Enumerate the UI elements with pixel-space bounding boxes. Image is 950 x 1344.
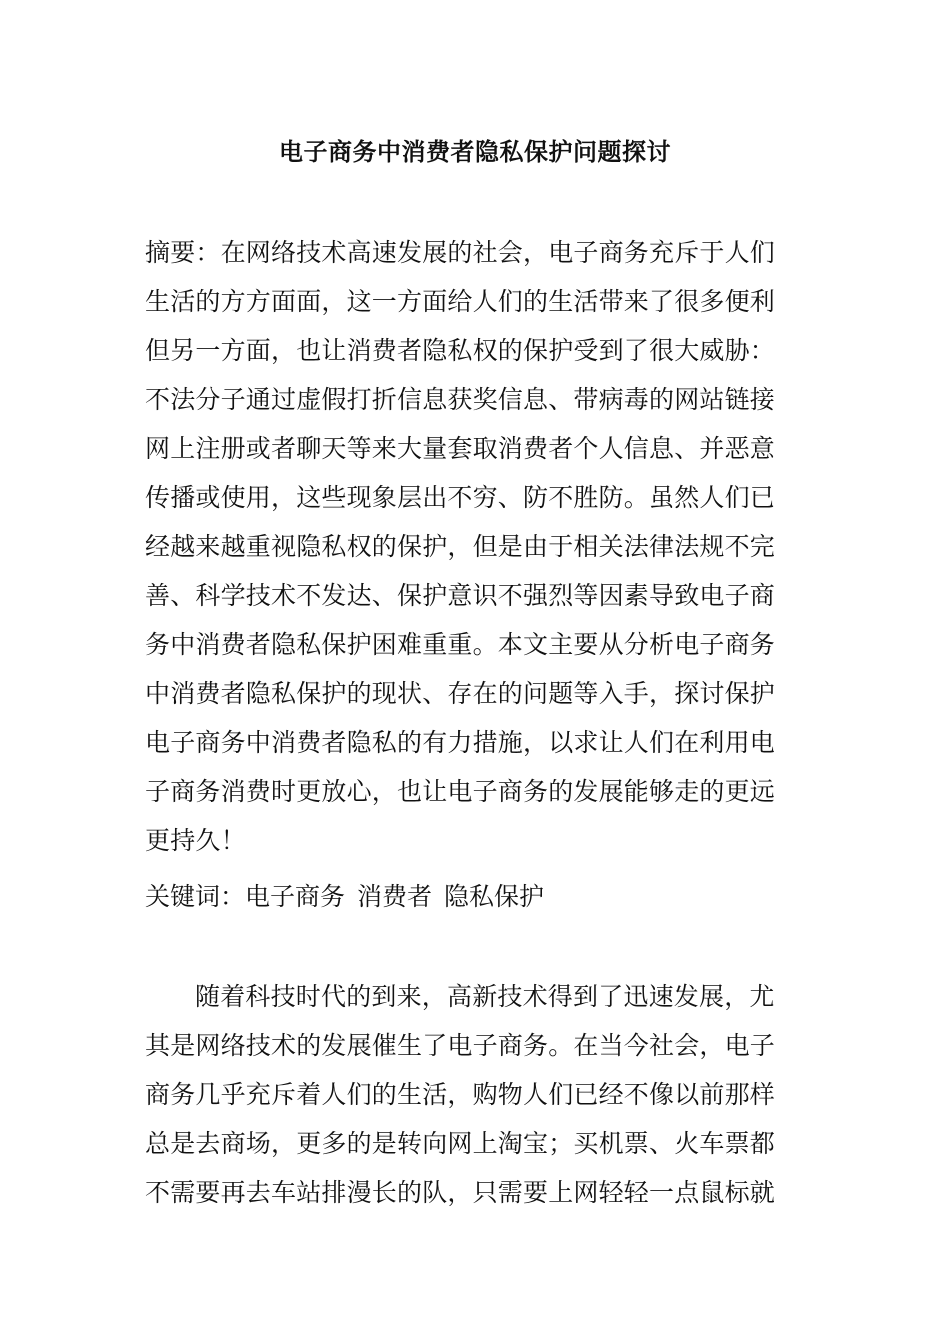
abstract-paragraph [145, 228, 810, 865]
keyword: 消费者 [357, 882, 433, 911]
abstract-line: 经越来越重视隐私权的保护，但是由于相关法律法规不完 [145, 532, 776, 561]
abstract-line: 更持久！ [145, 826, 246, 855]
intro-line: 其是网络技术的发展催生了电子商务。在当今社会，电子 [145, 1031, 776, 1060]
abstract-line: 传播或使用，这些现象层出不穷、防不胜防。虽然人们已 [145, 483, 776, 512]
abstract-line: 子商务消费时更放心，也让电子商务的发展能够走的更远 [145, 777, 776, 806]
intro-line: 总是去商场，更多的是转向网上淘宝；买机票、火车票都 [145, 1129, 776, 1158]
abstract-line: 生活的方方面面，这一方面给人们的生活带来了很多便利 [145, 287, 776, 316]
keywords-line [145, 872, 556, 921]
keywords-label: 关键词： [145, 882, 246, 911]
document-title: 电子商务中消费者隐私保护问题探讨 [279, 137, 671, 166]
abstract-line: 但另一方面，也让消费者隐私权的保护受到了很大威胁： [145, 336, 776, 365]
abstract-line: 网上注册或者聊天等来大量套取消费者个人信息、并恶意 [145, 434, 776, 463]
keyword: 电子商务 [245, 882, 346, 911]
abstract-line: 中消费者隐私保护的现状、存在的问题等入手，探讨保护 [145, 679, 776, 708]
keyword: 隐私保护 [444, 882, 545, 911]
abstract-line: 善、科学技术不发达、保护意识不强烈等因素导致电子商 [145, 581, 776, 610]
abstract-line: 务中消费者隐私保护困难重重。本文主要从分析电子商务 [145, 630, 776, 659]
intro-line: 不需要再去车站排漫长的队，只需要上网轻轻一点鼠标就 [145, 1178, 776, 1207]
abstract-line: 摘要：在网络技术高速发展的社会，电子商务充斥于人们 [145, 238, 776, 267]
intro-line: 随着科技时代的到来，高新技术得到了迅速发展，尤 [195, 982, 775, 1011]
intro-line: 商务几乎充斥着人们的生活，购物人们已经不像以前那样 [145, 1080, 776, 1109]
abstract-line: 不法分子通过虚假打折信息获奖信息、带病毒的网站链接 [145, 385, 776, 414]
intro-paragraph [145, 972, 810, 1217]
abstract-line: 电子商务中消费者隐私的有力措施，以求让人们在利用电 [145, 728, 776, 757]
